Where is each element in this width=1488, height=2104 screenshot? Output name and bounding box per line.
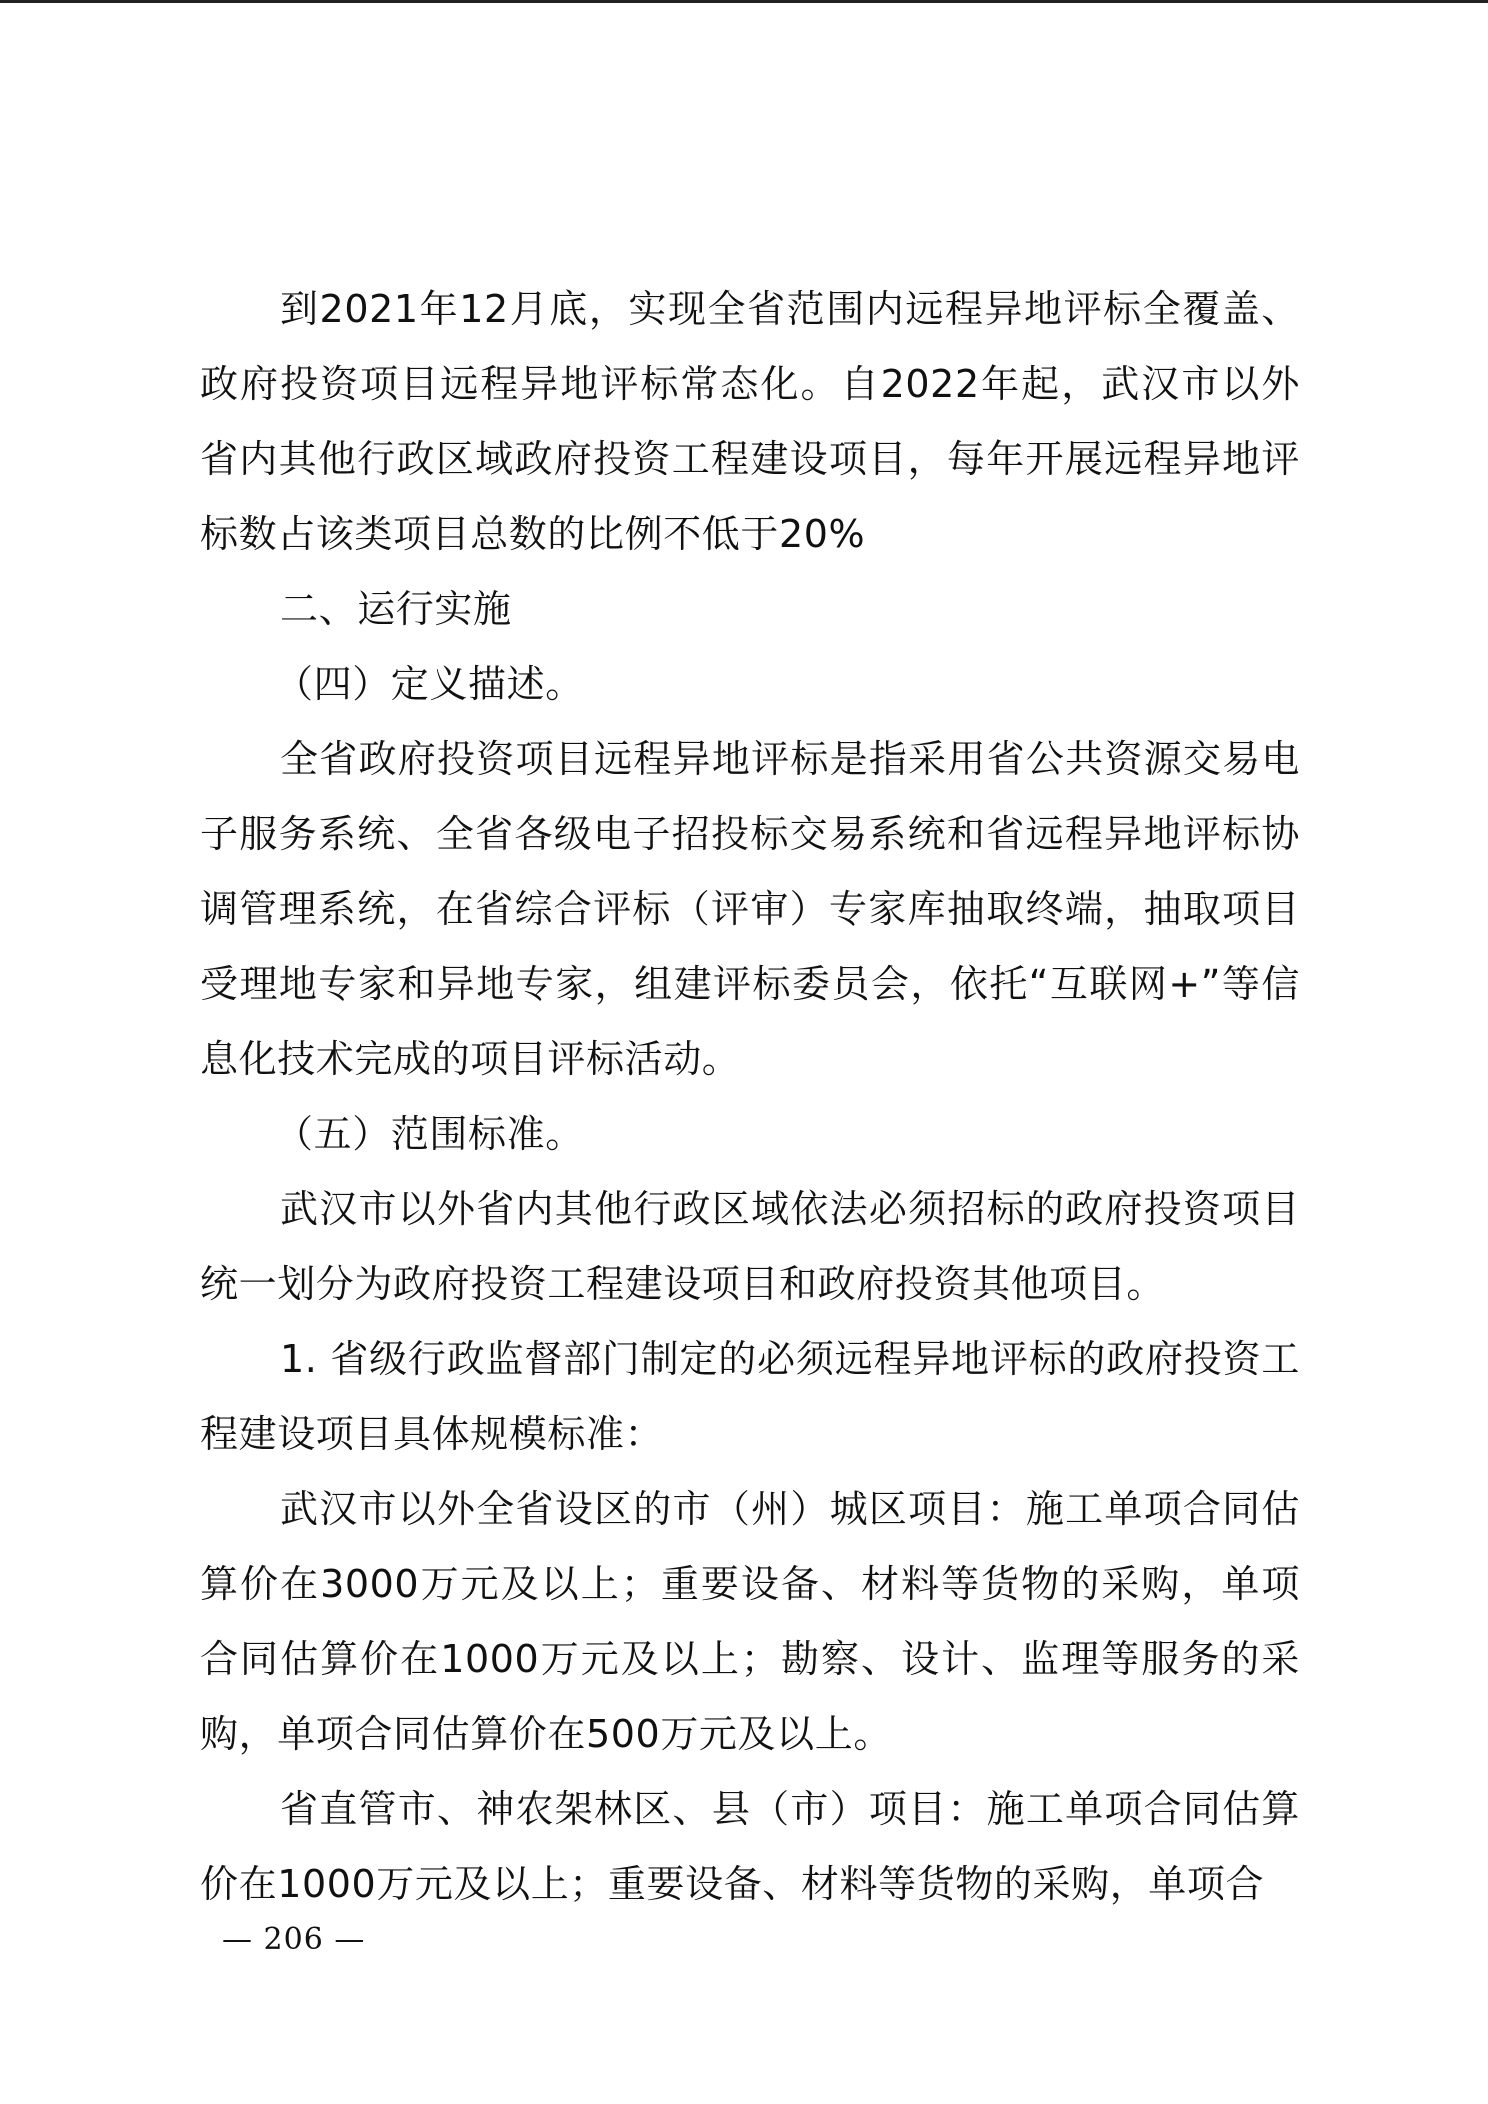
- subheading-definition: （四）定义描述。: [275, 662, 584, 706]
- section-heading-operation: 二、运行实施: [280, 587, 512, 631]
- document-body: [200, 272, 1300, 1922]
- paragraph-city-projects: 武汉市以外全省设区的市（州）城区项目：施工单项合同估算价在3000万元及以上；重要设备、材料等货物的采购，单项合同估算价在1000万元及以上；勘察、设计、监理等服务的采购，单项合同估算价在500万元及以上。: [200, 1487, 1300, 1756]
- paragraph-county-projects: 省直管市、神农架林区、县（市）项目：施工单项合同估算价在1000万元及以上；重要设备、材料等货物的采购，单项合: [200, 1787, 1300, 1906]
- paragraph-2021-target: 到2021年12月底，实现全省范围内远程异地评标全覆盖、政府投资项目远程异地评标常态化。自2022年起，武汉市以外省内其他行政区域政府投资工程建设项目，每年开展远程异地评标数占该类项目总数的比例不低于20%: [200, 287, 1300, 556]
- paragraph-scale-standard-intro: 1. 省级行政监督部门制定的必须远程异地评标的政府投资工程建设项目具体规模标准：: [200, 1337, 1300, 1456]
- top-border-line: [0, 0, 1488, 3]
- paragraph-definition: 全省政府投资项目远程异地评标是指采用省公共资源交易电子服务系统、全省各级电子招投标交易系统和省远程异地评标协调管理系统，在省综合评标（评审）专家库抽取终端，抽取项目受理地专家和异地专家，组建评标委员会，依托“互联网+”等信息化技术完成的项目评标活动。: [200, 737, 1300, 1081]
- subheading-scope-standard: （五）范围标准。: [275, 1112, 584, 1156]
- paragraph-project-classification: 武汉市以外省内其他行政区域依法必须招标的政府投资项目统一划分为政府投资工程建设项目和政府投资其他项目。: [200, 1187, 1300, 1306]
- page-number: — 206 —: [222, 1922, 366, 1957]
